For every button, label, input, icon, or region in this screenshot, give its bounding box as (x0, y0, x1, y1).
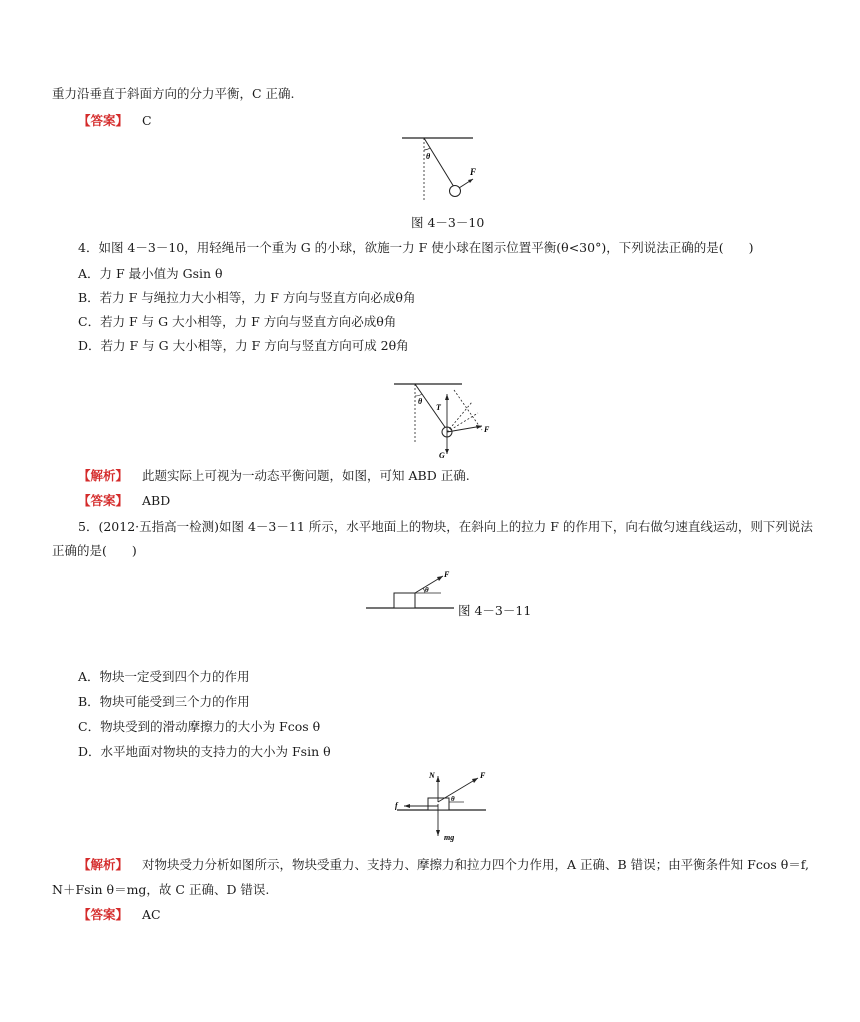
theta-label: θ (418, 397, 423, 406)
answer-tag: 【答案】 (78, 907, 129, 922)
analysis-line (78, 857, 809, 873)
force-f-label: F (470, 167, 477, 177)
tension-label: T (436, 403, 441, 412)
option-d: D．若力 F 与 G 大小相等，力 F 方向与竖直方向可成 2θ角 (78, 338, 409, 353)
option-c: C．若力 F 与 G 大小相等，力 F 方向与竖直方向必成θ角 (78, 314, 397, 329)
figure-4-3-10 (395, 134, 485, 209)
analysis-text: 对物块受力分析如图所示，物块受重力、支持力、摩擦力和拉力四个力作用，A 正确、B 错误；由平衡条件知 Fcos θ＝f, (142, 857, 809, 872)
option-d: D．水平地面对物块的支持力的大小为 Fsin θ (78, 744, 331, 759)
question-stem-cont: 正确的是( ) (52, 543, 137, 558)
analysis-tag: 【解析】 (78, 857, 129, 872)
answer-line (78, 493, 170, 509)
force-f-label: F (444, 570, 450, 579)
figure-caption: 图 4－3－10 (411, 215, 485, 230)
answer-line (78, 113, 152, 129)
answer-tag: 【答案】 (78, 493, 129, 508)
analysis-cont: N＋Fsin θ＝mg，故 C 正确、D 错误. (52, 882, 270, 897)
force-f-label: F (480, 771, 486, 780)
answer-line (78, 907, 161, 923)
theta-label: θ (451, 795, 455, 803)
answer-value: ABD (142, 493, 171, 508)
analysis-line (78, 468, 470, 484)
option-b: B．若力 F 与绳拉力大小相等，力 F 方向与竖直方向必成θ角 (78, 290, 416, 305)
answer-value: AC (142, 907, 161, 922)
option-c: C．物块受到的滑动摩擦力的大小为 Fcos θ (78, 719, 321, 734)
analysis-tag: 【解析】 (78, 468, 129, 483)
force-f-label: F (484, 425, 490, 434)
weight-label: mg (444, 833, 455, 842)
option-a: A．力 F 最小值为 Gsin θ (78, 266, 223, 281)
normal-force-label: N (429, 771, 435, 780)
figure-4-3-11 (366, 568, 456, 610)
gravity-label: G (439, 451, 445, 460)
option-a: A．物块一定受到四个力的作用 (78, 669, 250, 684)
answer-tag: 【答案】 (78, 113, 129, 128)
analysis-text: 此题实际上可视为一动态平衡问题，如图，可知 ABD 正确. (142, 468, 470, 483)
theta-label: θ (425, 586, 429, 594)
text-line: 重力沿垂直于斜面方向的分力平衡，C 正确. (52, 86, 295, 101)
solution-figure-q5 (392, 770, 492, 845)
friction-label: f (395, 801, 398, 810)
option-b: B．物块可能受到三个力的作用 (78, 694, 250, 709)
theta-label: θ (426, 152, 431, 161)
answer-value: C (142, 113, 152, 128)
question-stem: 4．如图 4－3－10，用轻绳吊一个重为 G 的小球，欲施一力 F 使小球在图示位置平衡(θ<30°)，下列说法正确的是( ) (78, 240, 754, 255)
question-stem: 5．(2012·五指高一检测)如图 4－3－11 所示，水平地面上的物块，在斜向上的拉力 F 的作用下，向右做匀速直线运动，则下列说法 (78, 519, 813, 534)
solution-figure-q4 (392, 380, 502, 460)
figure-caption: 图 4－3－11 (458, 603, 532, 618)
